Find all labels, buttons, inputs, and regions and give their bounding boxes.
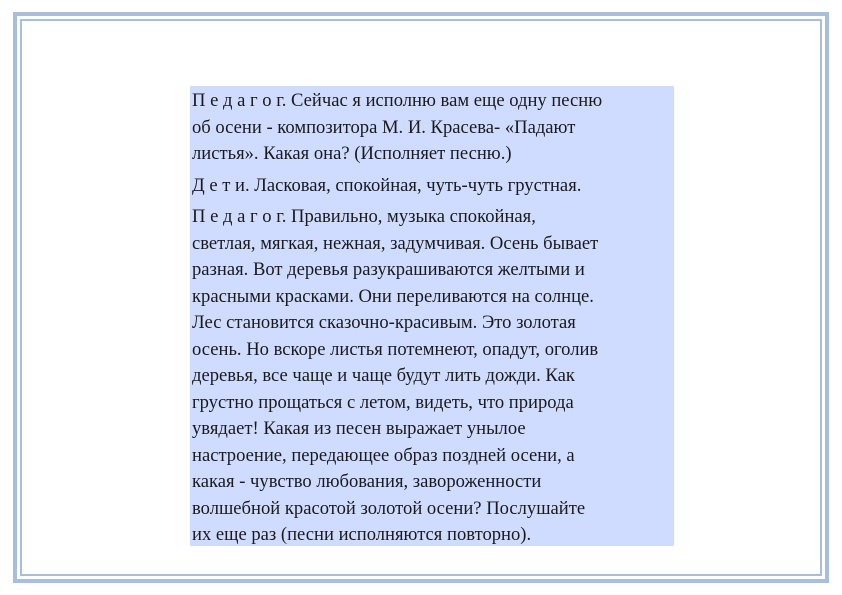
speaker-label: П е д а г о г.: [192, 206, 287, 227]
text-line: светлая, мягкая, нежная, задумчивая. Осень бывает: [192, 232, 599, 254]
text-line: листья». Какая она? (Исполняет песню.): [192, 143, 512, 164]
line-text: Ласковая, спокойная, чуть-чуть грустная.: [249, 174, 582, 196]
text-line: Лес становится сказочно-красивым. Это золотая: [192, 312, 576, 333]
speaker-label: Д е т и.: [192, 174, 250, 196]
text-line: их еще раз (песни исполняются повторно).: [192, 524, 532, 545]
text-line: разная. Вот деревья разукрашиваются желтыми и: [192, 259, 585, 280]
text-line: красными красками. Они переливаются на солнце.: [192, 285, 594, 307]
line-text: Сейчас я исполню вам еще одну песню: [286, 90, 603, 111]
text-line: настроение, передающее образ поздней осени, а: [192, 444, 575, 466]
text-line: грустно прощаться с летом, видеть, что природа: [192, 391, 574, 413]
dialogue-text-box: [190, 86, 674, 546]
text-line: деревья, все чаще и чаще будут лить дожди. Как: [192, 365, 575, 386]
text-line: увядает! Какая из песен выражает унылое: [192, 418, 526, 439]
text-line: осень. Но вскоре листья потемнеют, опадут, оголив: [192, 338, 599, 360]
text-line: [192, 173, 674, 200]
text-line: какая - чувство любования, завороженности: [192, 471, 542, 492]
text-line: об осени - композитора М. И. Красева- «Падают: [192, 116, 576, 138]
paragraph-children: [192, 173, 674, 200]
paragraph-teacher-1: [192, 88, 674, 168]
line-text: Правильно, музыка спокойная,: [286, 206, 536, 227]
text-line: [192, 204, 674, 231]
text-line: волшебной красотой золотой осени? Послушайте: [192, 497, 586, 519]
paragraph-teacher-2: [192, 204, 674, 549]
speaker-label: П е д а г о г.: [192, 90, 287, 111]
text-line: [192, 88, 674, 115]
